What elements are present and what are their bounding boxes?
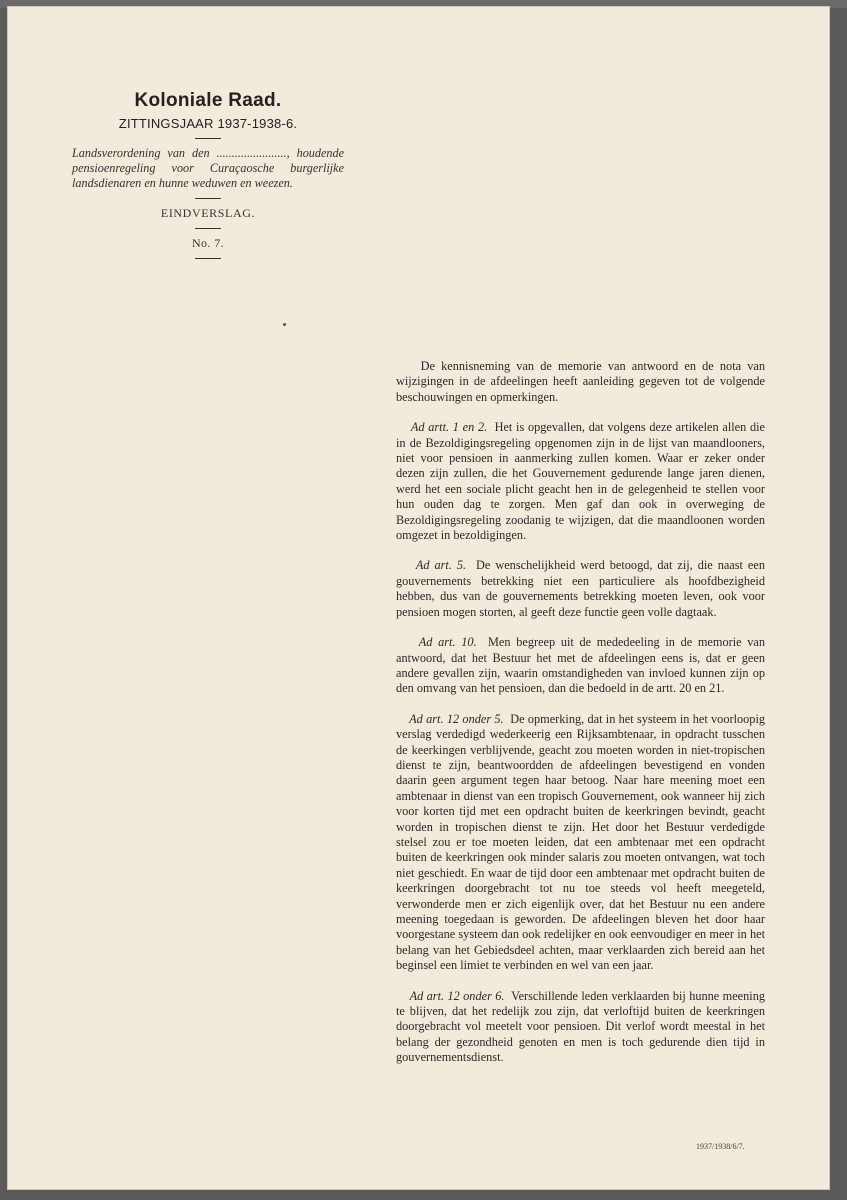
council-title: Koloniale Raad. <box>134 90 282 111</box>
divider <box>195 138 221 139</box>
report-type: EINDVERSLAG. <box>160 206 256 220</box>
report-body <box>396 359 765 1081</box>
divider <box>195 198 221 199</box>
section-text: Men begreep uit de mededeeling in de memorie van antwoord, dat het Bestuur het met de afdeelingen eens is, dat er geen andere gevallen zijn, waarin omstandigheden van invloed kunnen zijn op den omvang van het pensioen, dan die bedoeld in de artt. 20 en 21. <box>396 635 766 696</box>
section-text: De wenschelijkheid werd betoogd, dat zij, die naast een gouvernements betrekking niet een particuliere als hoofdbezigheid hebben, dus van de gouvernements betrekking moeten leven, ook voor pensioen mogen storten, al geeft deze functie geen volle dagtaak. <box>396 558 765 619</box>
section-lead: Ad art. 10. <box>418 635 477 650</box>
section-paragraph <box>396 420 765 543</box>
section-lead: Ad art. 12 onder 5. <box>409 711 504 726</box>
ink-speck <box>283 323 286 326</box>
section-paragraph <box>396 712 765 974</box>
section-paragraph <box>396 635 765 697</box>
ordinance-subject: Landsverordening van den ......................., houdende pensioenregeling voor Curaçaosche burgerlijke landsdienaren en hunne weduwen en weezen. <box>72 146 344 190</box>
section-lead: Ad art. 12 onder 6. <box>409 988 505 1003</box>
document-header <box>58 90 358 266</box>
report-number: No. 7. <box>191 236 225 250</box>
section-text: Verschillende leden verklaarden bij hunne meening te blijven, dat het redelijk zou zijn, dat verloftijd buiten de keerkringen doorgebracht vol meetelt voor pensioen. Dit verlof wordt meestal in het belang der gezondheid genoten en men is toch gedurende dien tijd in gouvernementsdienst. <box>396 988 766 1065</box>
section-text: Het is opgevallen, dat volgens deze artikelen allen die in de Bezoldigingsregeling opgenomen zijn in de lijst van maandlooners, niet voor pensioen in aanmerking zullen komen. Waar er zeker onder dezen zijn zullen, die het Gouvernement gedurende lange jaren dienen, werd het een sociale plicht geacht hen in de gelegenheid te stellen voor hun ouden dag te zorgen. Men gaf dan ook in overweging de Bezoldigingsregeling zoodanig te wijzigen, dat die maandloonen worden omgezet in bezoldigingen. <box>396 420 765 543</box>
intro-paragraph: De kennisneming van de memorie van antwoord en de nota van wijzigingen in de afdeelingen heeft aanleiding gegeven tot de volgende beschouwingen en opmerkingen. <box>396 359 766 404</box>
session-year: ZITTINGSJAAR 1937-1938-6. <box>118 116 298 131</box>
section-paragraph <box>396 989 765 1066</box>
divider <box>195 258 221 259</box>
section-paragraph <box>396 558 765 620</box>
section-lead: Ad artt. 1 en 2. <box>410 420 488 435</box>
document-code: 1937/1938/6/7. <box>696 1142 745 1151</box>
section-text: De opmerking, dat in het systeem in het voorloopig verslag verdedigd wederkeerig een Rijksambtenaar, in opdracht tusschen de keerkingen verblijvende, geacht zou moeten worden in niet-tropischen dienst te zijn, beantwoordden de afdeelingen bevestigend en vonden daarin geen argument tegen haar betoog. Naar hare meening moet een ambtenaar in dienst van een tropisch Gouvernement, ook wanneer hij zich voor korten tijd met een opdracht buiten de keerkringen bevindt, geacht worden in tropischen dienst te zijn. Het door het Bestuur verdedigde stelsel zou er toe moeten leiden, dat een ambtenaar met een opdracht buiten de keerkringen ook minder salaris zou moeten ontvangen, wat toch niet geschiedt. En waar de tijd door een ambtenaar met opdracht buiten de keerkringen doorgebracht tot nu toe steeds vol heeft meegeteld, verwonderde men er zich eigenlijk over, dat het Bestuur nu een andere meening toegedaan is geworden. De afdeelingen bleven het door haar voorgestane systeem dan ook redelijker en ook eenvoudiger en meer in het belang van het Gebiedsdeel achten, maar verklaarden zich bereid aan het beginsel een limiet te verbinden en wel van een jaar. <box>396 711 766 973</box>
section-lead: Ad art. 5. <box>415 558 467 573</box>
divider <box>195 228 221 229</box>
